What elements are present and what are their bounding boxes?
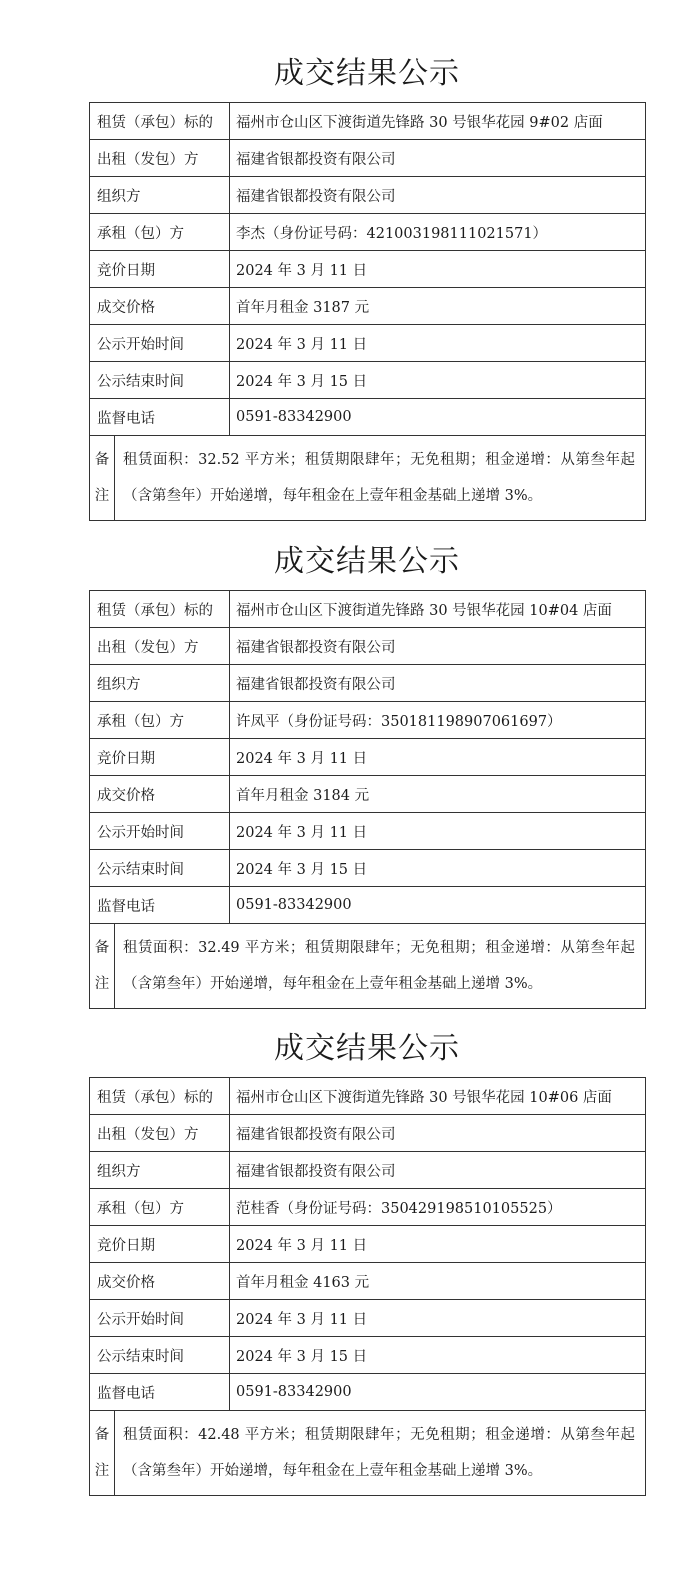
row-remark: [90, 1411, 646, 1496]
row-lessor: [90, 1115, 646, 1152]
row-organizer: [90, 665, 646, 702]
notice-title: 成交结果公示: [274, 544, 460, 579]
label-subject: 租赁（承包）标的: [90, 1078, 230, 1115]
label-end: 公示结束时间: [90, 362, 230, 399]
row-start: [90, 325, 646, 362]
label-start: 公示开始时间: [90, 1300, 230, 1337]
value-subject: 福州市仓山区下渡街道先锋路 30 号银华花园 9#02 店面: [230, 103, 646, 140]
row-end: [90, 1337, 646, 1374]
remark-label: 备注: [90, 1411, 115, 1496]
value-phone: 0591-83342900: [230, 1374, 646, 1411]
label-phone: 监督电话: [90, 399, 230, 436]
row-price: [90, 776, 646, 813]
value-price: 首年月租金 4163 元: [230, 1263, 646, 1300]
notice-title: 成交结果公示: [274, 56, 460, 91]
row-lessee: [90, 1189, 646, 1226]
row-lessor: [90, 628, 646, 665]
row-end: [90, 850, 646, 887]
label-subject: 租赁（承包）标的: [90, 591, 230, 628]
value-bid-date: 2024 年 3 月 11 日: [230, 1226, 646, 1263]
label-price: 成交价格: [90, 288, 230, 325]
value-lessor: 福建省银都投资有限公司: [230, 1115, 646, 1152]
notice-2: [89, 534, 645, 1009]
label-lessor: 出租（发包）方: [90, 1115, 230, 1152]
row-end: [90, 362, 646, 399]
value-organizer: 福建省银都投资有限公司: [230, 1152, 646, 1189]
row-subject: [90, 1078, 646, 1115]
value-price: 首年月租金 3184 元: [230, 776, 646, 813]
row-price: [90, 288, 646, 325]
label-organizer: 组织方: [90, 665, 230, 702]
label-subject: 租赁（承包）标的: [90, 103, 230, 140]
notice-table: [89, 590, 646, 1009]
value-organizer: 福建省银都投资有限公司: [230, 177, 646, 214]
row-lessor: [90, 140, 646, 177]
value-end: 2024 年 3 月 15 日: [230, 1337, 646, 1374]
row-phone: [90, 1374, 646, 1411]
row-phone: [90, 887, 646, 924]
value-subject: 福州市仓山区下渡街道先锋路 30 号银华花园 10#06 店面: [230, 1078, 646, 1115]
row-price: [90, 1263, 646, 1300]
label-bid-date: 竞价日期: [90, 1226, 230, 1263]
label-organizer: 组织方: [90, 177, 230, 214]
value-lessee: 许凤平（身份证号码：350181198907061697）: [230, 702, 646, 739]
row-organizer: [90, 177, 646, 214]
row-lessee: [90, 702, 646, 739]
label-lessee: 承租（包）方: [90, 702, 230, 739]
value-start: 2024 年 3 月 11 日: [230, 813, 646, 850]
row-phone: [90, 399, 646, 436]
row-lessee: [90, 214, 646, 251]
row-subject: [90, 103, 646, 140]
row-remark: [90, 924, 646, 1009]
row-remark: [90, 436, 646, 521]
value-bid-date: 2024 年 3 月 11 日: [230, 739, 646, 776]
notice-3: [89, 1021, 645, 1496]
value-start: 2024 年 3 月 11 日: [230, 1300, 646, 1337]
label-end: 公示结束时间: [90, 1337, 230, 1374]
remark-text: 租赁面积：32.52 平方米；租赁期限肆年；无免租期；租金递增：从第叁年起（含第叁年）开始递增，每年租金在上壹年租金基础上递增 3%。: [115, 436, 646, 521]
value-bid-date: 2024 年 3 月 11 日: [230, 251, 646, 288]
value-lessor: 福建省银都投资有限公司: [230, 628, 646, 665]
value-price: 首年月租金 3187 元: [230, 288, 646, 325]
label-phone: 监督电话: [90, 1374, 230, 1411]
label-bid-date: 竞价日期: [90, 251, 230, 288]
value-end: 2024 年 3 月 15 日: [230, 362, 646, 399]
label-organizer: 组织方: [90, 1152, 230, 1189]
label-end: 公示结束时间: [90, 850, 230, 887]
label-start: 公示开始时间: [90, 325, 230, 362]
row-start: [90, 1300, 646, 1337]
label-lessor: 出租（发包）方: [90, 140, 230, 177]
value-start: 2024 年 3 月 11 日: [230, 325, 646, 362]
label-price: 成交价格: [90, 776, 230, 813]
row-bid-date: [90, 251, 646, 288]
value-organizer: 福建省银都投资有限公司: [230, 665, 646, 702]
row-subject: [90, 591, 646, 628]
remark-text: 租赁面积：42.48 平方米；租赁期限肆年；无免租期；租金递增：从第叁年起（含第叁年）开始递增，每年租金在上壹年租金基础上递增 3%。: [115, 1411, 646, 1496]
notice-table: [89, 102, 646, 521]
value-lessor: 福建省银都投资有限公司: [230, 140, 646, 177]
remark-text: 租赁面积：32.49 平方米；租赁期限肆年；无免租期；租金递增：从第叁年起（含第叁年）开始递增，每年租金在上壹年租金基础上递增 3%。: [115, 924, 646, 1009]
row-organizer: [90, 1152, 646, 1189]
label-start: 公示开始时间: [90, 813, 230, 850]
label-price: 成交价格: [90, 1263, 230, 1300]
row-start: [90, 813, 646, 850]
value-end: 2024 年 3 月 15 日: [230, 850, 646, 887]
notice-title: 成交结果公示: [274, 1031, 460, 1066]
remark-label: 备注: [90, 436, 115, 521]
value-phone: 0591-83342900: [230, 399, 646, 436]
notice-1: [89, 46, 645, 521]
label-lessor: 出租（发包）方: [90, 628, 230, 665]
label-bid-date: 竞价日期: [90, 739, 230, 776]
remark-label: 备注: [90, 924, 115, 1009]
notice-table: [89, 1077, 646, 1496]
label-lessee: 承租（包）方: [90, 214, 230, 251]
value-lessee: 李杰（身份证号码：421003198111021571）: [230, 214, 646, 251]
value-subject: 福州市仓山区下渡街道先锋路 30 号银华花园 10#04 店面: [230, 591, 646, 628]
row-bid-date: [90, 1226, 646, 1263]
label-phone: 监督电话: [90, 887, 230, 924]
value-lessee: 范桂香（身份证号码：350429198510105525）: [230, 1189, 646, 1226]
row-bid-date: [90, 739, 646, 776]
label-lessee: 承租（包）方: [90, 1189, 230, 1226]
value-phone: 0591-83342900: [230, 887, 646, 924]
